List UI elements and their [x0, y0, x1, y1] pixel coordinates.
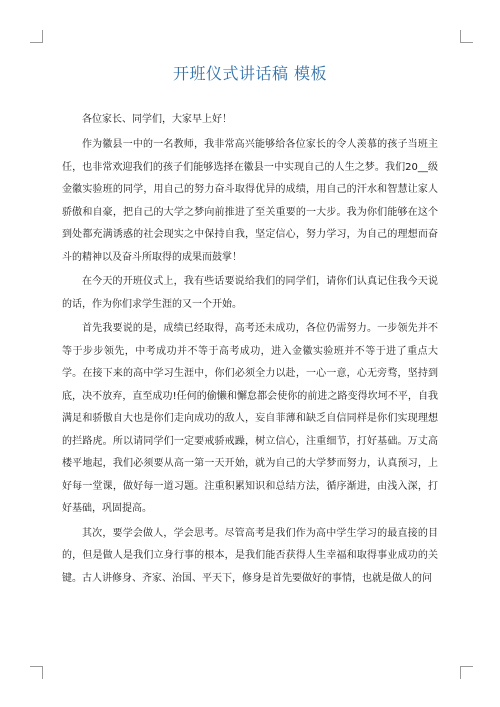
paragraph-4: 其次，要学会做人，学会思考。尽管高考是我们作为高中学生学习的最直接的目的，但是做人是我们立身行事的根本，是我们能否获得人生幸福和取得事业成功的关键。古人讲修身、齐家、治国、平天下，修身是首先要做好的事情，也就是做人的问 — [62, 527, 438, 584]
paragraph-1: 作为徽县一中的一名教师，我非常高兴能够给各位家长的令人羡慕的孩子当班主任，也非常欢迎我们的孩子们能够选择在徽县一中实现自己的人生之梦。我们20__级金徽实验班的同学，用自己的努力奋斗取得优异的成绩，用自己的汗水和智慧让家人骄傲和自豪，把自己的大学之梦向前推进了至关重要的一大步。我为你们能够在这个到处都充满诱惑的社会现实之中保持自我，坚定信心，努力学习，为自己的理想而奋斗的精神以及奋斗所取得的成果而鼓掌！ — [62, 139, 438, 263]
crop-mark-top-left — [30, 30, 43, 43]
crop-mark-bottom-left — [30, 666, 43, 679]
paragraph-3: 首先我要说的是，成绩已经取得，高考还未成功，各位仍需努力。一步领先并不等于步步领先，中考成功并不等于高考成功，进入金徽实验班并不等于进了重点大学。在接下来的高中学习生涯中，你们必须全力以赴，一心一意，心无旁骛，坚持到底，决不放弃，直至成功!任何的偷懒和懈怠都会使你的前进之路变得坎坷不平，自我满足和骄傲自大也是你们走向成功的敌人，妄自菲薄和缺乏自信同样是你们实现理想的拦路虎。所以请同学们一定要戒骄戒躁，树立信心，注重细节，打好基础。万丈高楼平地起，我们必须要从高一第一天开始，就为自己的大学梦而努力，认真预习，上好每一堂课，做好每一道习题。注重积累知识和总结方法，循序渐进，由浅入深，打好基础，巩固提高。 — [62, 323, 438, 514]
crop-mark-bottom-right — [460, 666, 473, 679]
paragraph-2: 在今天的开班仪式上，我有些话要说给我们的同学们，请你们认真记住我今天说的话，作为你们求学生涯的又一个开始。 — [62, 276, 438, 310]
salutation: 各位家长、同学们，大家早上好！ — [82, 114, 232, 125]
document-title: 开班仪式讲话稿 模板 — [172, 64, 328, 83]
crop-mark-top-right — [460, 30, 473, 43]
document-page — [62, 60, 438, 592]
